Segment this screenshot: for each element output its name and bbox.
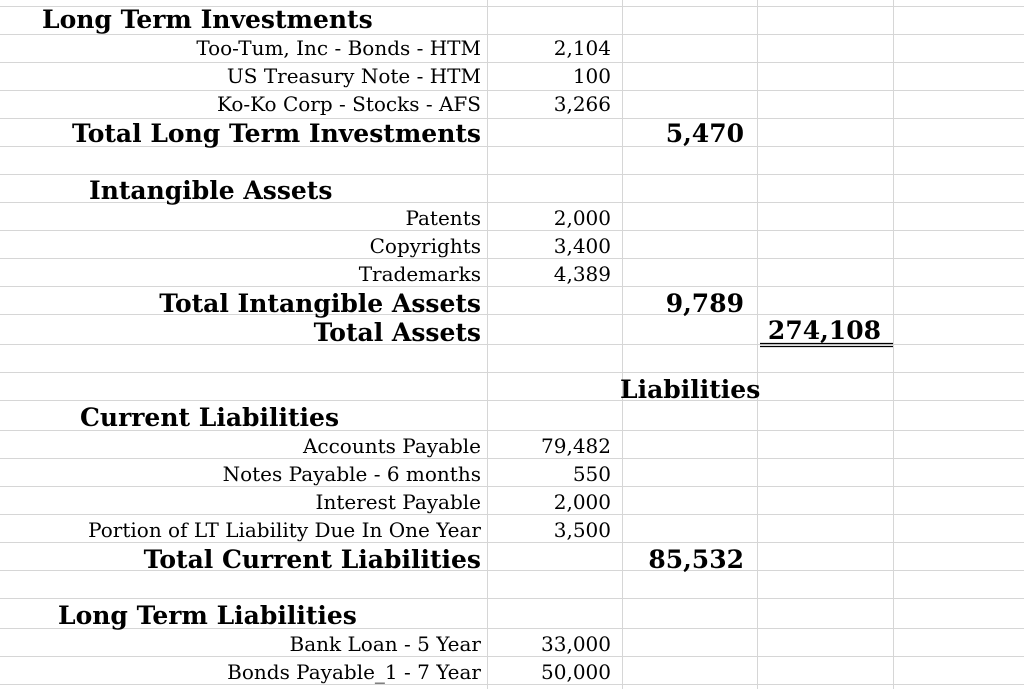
intangible-row-label: Copyrights [369,234,481,258]
total-long-term-investments-value: 5,470 [665,119,744,148]
current-liability-row-label: Interest Payable [315,490,481,514]
lt-liability-row-label: Bonds Payable_1 - 7 Year [227,660,481,684]
total-current-liabilities-label: Total Current Liabilities [143,545,481,574]
total-assets-value: 274,108 [767,316,881,345]
section-heading-long-term-liabilities: Long Term Liabilities [58,601,357,630]
lt-liability-row-value: 50,000 [541,660,611,684]
total-long-term-investments-label: Total Long Term Investments [71,119,481,148]
intangible-row-value: 4,389 [553,262,611,286]
current-liability-row-label: Portion of LT Liability Due In One Year [88,518,481,542]
lti-row-label: Too-Tum, Inc - Bonds - HTM [196,36,481,60]
total-intangible-assets-label: Total Intangible Assets [159,289,481,318]
lti-row-label: Ko-Ko Corp - Stocks - AFS [216,92,481,116]
lti-row-value: 3,266 [553,92,611,116]
intangible-row-value: 2,000 [553,206,611,230]
intangible-row-value: 3,400 [553,234,611,258]
current-liability-row-label: Notes Payable - 6 months [222,462,481,486]
current-liability-row-label: Accounts Payable [302,434,481,458]
current-liability-row-value: 3,500 [553,518,611,542]
lti-row-value: 2,104 [553,36,611,60]
total-assets-label: Total Assets [313,318,481,347]
section-heading-long-term-investments: Long Term Investments [42,5,373,34]
section-heading-current-liabilities: Current Liabilities [80,403,340,432]
lt-liability-row-label: Bank Loan - 5 Year [289,632,481,656]
current-liability-row-value: 2,000 [553,490,611,514]
current-liability-row-value: 79,482 [541,434,611,458]
section-heading-intangible-assets: Intangible Assets [89,176,333,205]
liabilities-heading: Liabilities [620,375,761,404]
total-current-liabilities-value: 85,532 [648,545,744,574]
lti-row-value: 100 [572,64,611,88]
lt-liability-row-value: 33,000 [541,632,611,656]
lti-row-label: US Treasury Note - HTM [226,64,481,88]
current-liability-row-value: 550 [572,462,611,486]
intangible-row-label: Patents [405,206,481,230]
total-intangible-assets-value: 9,789 [665,289,744,318]
intangible-row-label: Trademarks [358,262,481,286]
